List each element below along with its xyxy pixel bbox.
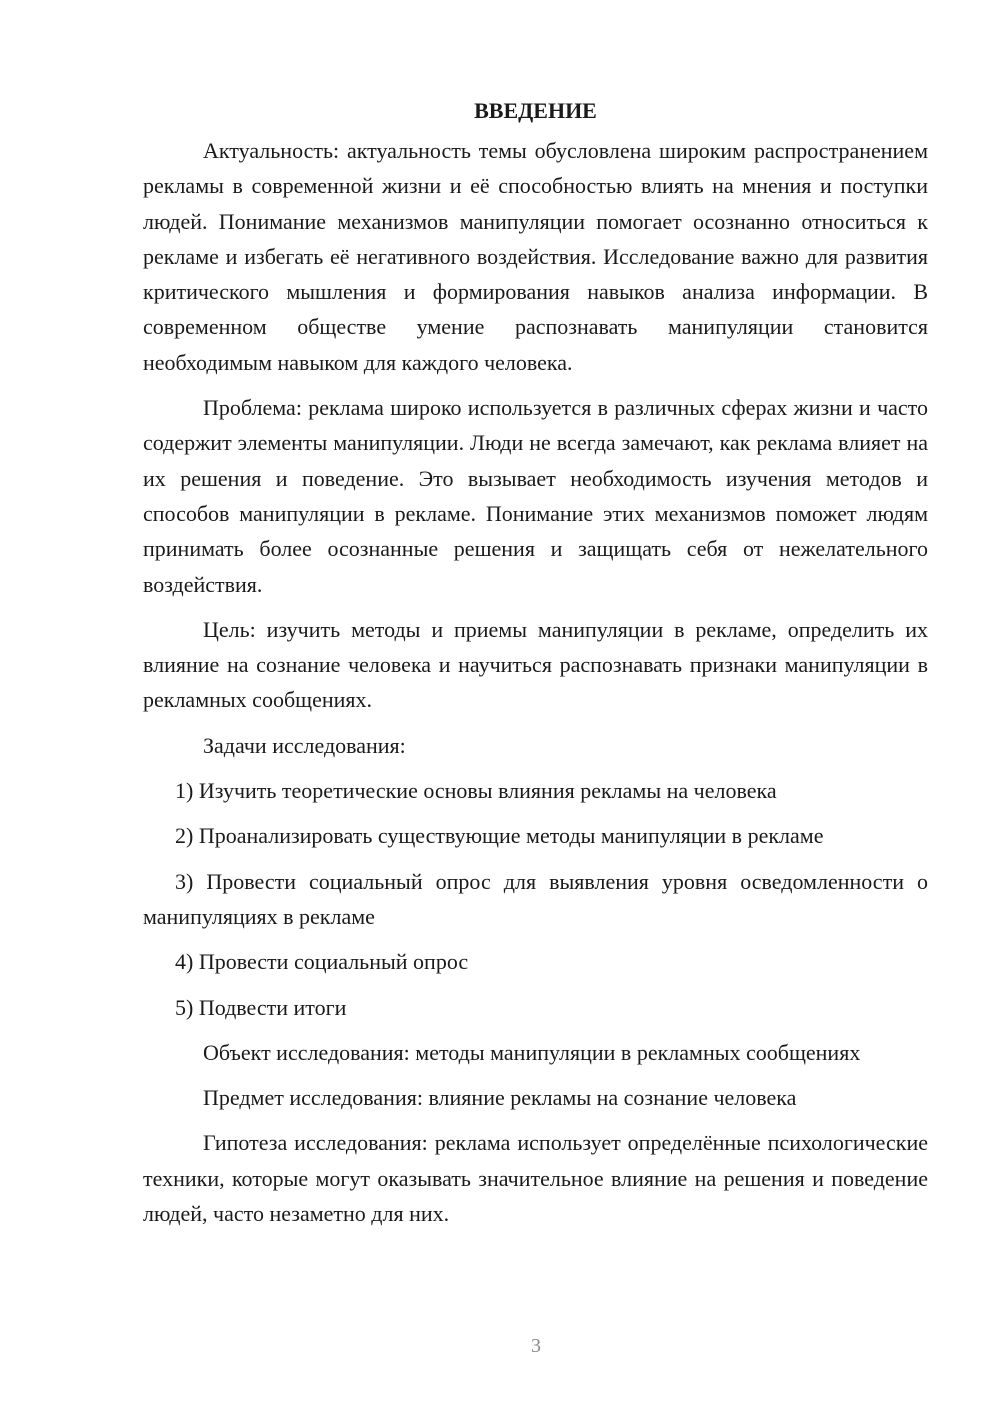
page-number: 3	[531, 1335, 541, 1357]
page-content	[143, 96, 928, 1241]
task-item-1: 1) Изучить теоретические основы влияния рекламы на человека	[175, 778, 777, 804]
tasks-heading: Задачи исследования:	[203, 732, 406, 758]
task-item-3: 3) Провести социальный опрос для выявления уровня осведомленности о манипуляциях в рекламе	[143, 868, 928, 929]
task-item-5: 5) Подвести итоги	[175, 994, 347, 1020]
task-item-4: 4) Провести социальный опрос	[175, 949, 469, 975]
task-item-2: 2) Проанализировать существующие методы манипуляции в рекламе	[175, 823, 824, 849]
goal-paragraph: Цель: изучить методы и приемы манипуляции в рекламе, определить их влияние на сознание человека и научиться распознавать признаки манипуляции в рекламных сообщениях.	[143, 616, 928, 713]
section-title: ВВЕДЕНИЕ	[474, 98, 597, 123]
subject-paragraph: Предмет исследования: влияние рекламы на сознание человека	[203, 1085, 797, 1111]
hypothesis-paragraph: Гипотеза исследования: реклама использует определённые психологические техники, которые могут оказывать значительное влияние на решения и поведение людей, часто незаметно для них.	[143, 1130, 928, 1227]
relevance-paragraph: Актуальность: актуальность темы обусловлена широким распространением рекламы в современной жизни и её способностью влиять на мнения и поступки людей. Понимание механизмов манипуляции помогает осознанно относиться к рекламе и избегать её негативного воздействия. Исследование важно для развития критического мышления и формирования навыков анализа информации. В современном обществе умение распознавать манипуляции становится необходимым навыком для каждого человека.	[143, 138, 928, 375]
object-paragraph: Объект исследования: методы манипуляции в рекламных сообщениях	[203, 1039, 861, 1065]
problem-paragraph: Проблема: реклама широко используется в различных сферах жизни и часто содержит элементы манипуляции. Люди не всегда замечают, как реклама влияет на их решения и поведение. Это вызывает необходимость изучения методов и способов манипуляции в рекламе. Понимание этих механизмов поможет людям принимать более осознанные решения и защищать себя от нежелательного воздействия.	[143, 395, 928, 597]
